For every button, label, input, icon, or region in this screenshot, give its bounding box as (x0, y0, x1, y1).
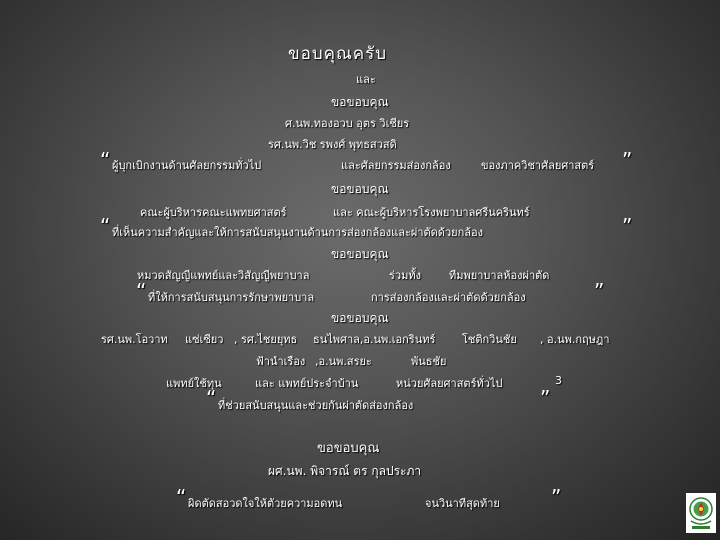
close-quote: ” (622, 148, 633, 172)
thanks-heading-5: ขอขอบคุณ (317, 441, 380, 456)
patience-text-2: จนวินาทีสุดท้าย (425, 497, 500, 510)
admin-text-1: คณะผู้บริหารคณะแพทยศาสตร์ (140, 206, 287, 219)
close-quote: ” (622, 214, 633, 238)
staff-name-9: พันธชัย (411, 355, 447, 368)
pioneer-text-1: ผู้บุกเบิกงานด้านศัลยกรรมทั่วไป (112, 159, 262, 172)
staff-name-7: ฟ้านำเรือง (256, 355, 306, 368)
open-quote: “ (100, 214, 111, 238)
mentor-line: ผศ.นพ. พิจารณ์ ตร กุลประภา (268, 464, 422, 478)
thanks-heading-3: ขอขอบคุณ (331, 247, 389, 261)
team-text-1: หมวดสัญญีแพทย์และวิสัญญีพยาบาล (137, 269, 310, 282)
close-quote: ” (594, 279, 605, 303)
honoree-line-1: ศ.นพ.ทองอวบ อุตร วิเชียร (285, 117, 410, 130)
staff-name-6: , อ.นพ.กฤษฎา (540, 333, 610, 346)
resident-text-3: หน่วยศัลยศาสตร์ทั่วไป (396, 377, 503, 390)
university-seal-logo (686, 493, 716, 533)
close-quote: ” (540, 386, 551, 410)
open-quote: “ (176, 485, 187, 509)
slide-title: ขอบคุณครับ (288, 44, 388, 64)
staff-name-8: ,อ.นพ.สรยะ (315, 355, 372, 368)
close-quote: ” (551, 485, 562, 509)
seal-icon (686, 493, 716, 533)
pioneer-text-3: ของภาควิชาศัลยศาสตร์ (481, 159, 595, 172)
thanks-heading-2: ขอขอบคุณ (331, 182, 389, 196)
open-quote: “ (100, 148, 111, 172)
team-text-3: ทีมพยาบาลห้องผ่าตัด (449, 269, 550, 282)
open-quote: “ (206, 386, 217, 410)
pioneer-text-2: และศัลยกรรมส่องกล้อง (341, 159, 451, 172)
support-text: ที่เห็นความสำคัญและให้การสนับสนุนงานด้านการส่องกล้องและผ่าตัดด้วยกล้อง (112, 226, 483, 239)
honoree-line-2: รศ.นพ.วิช รพงศ์ พุทธสวสดิ (268, 138, 397, 151)
team-text-2: ร่วมทั้ง (389, 269, 421, 282)
resident-text-4: 3 (555, 374, 562, 387)
staff-name-2: แซ่เซียว (185, 333, 224, 346)
care-text-1: ที่ให้การสนับสนุนการรักษาพยาบาล (148, 291, 315, 304)
open-quote: “ (136, 279, 147, 303)
staff-name-4: ธนไพศาล,อ.นพ.เอกรินทร์ (313, 333, 436, 346)
admin-text-2: และ คณะผู้บริหารโรงพยาบาลศรีนครินทร์ (333, 206, 530, 219)
care-text-2: การส่องกล้องและผ่าตัดด้วยกล้อง (371, 291, 526, 304)
thanks-heading-1: ขอขอบคุณ (331, 95, 389, 109)
resident-text-1: แพทย์ใช้ทุน (166, 377, 222, 390)
thanks-heading-4: ขอขอบคุณ (331, 311, 389, 325)
assist-text: ที่ช่วยสนับสนุนและช่วยกันผ่าตัดส่องกล้อง (218, 399, 414, 412)
and-text: และ (356, 73, 376, 86)
patience-text-1: ผิดตัดสอวดใจให้ตัวยความอดทน (188, 497, 343, 510)
staff-name-1: รศ.นพ.โอวาท (101, 333, 168, 346)
staff-name-3: , รศ.ไชยยุทธ (234, 333, 298, 346)
resident-text-2: และ แพทย์ประจำบ้าน (255, 377, 359, 390)
staff-name-5: โชติกวินชัย (462, 333, 517, 346)
